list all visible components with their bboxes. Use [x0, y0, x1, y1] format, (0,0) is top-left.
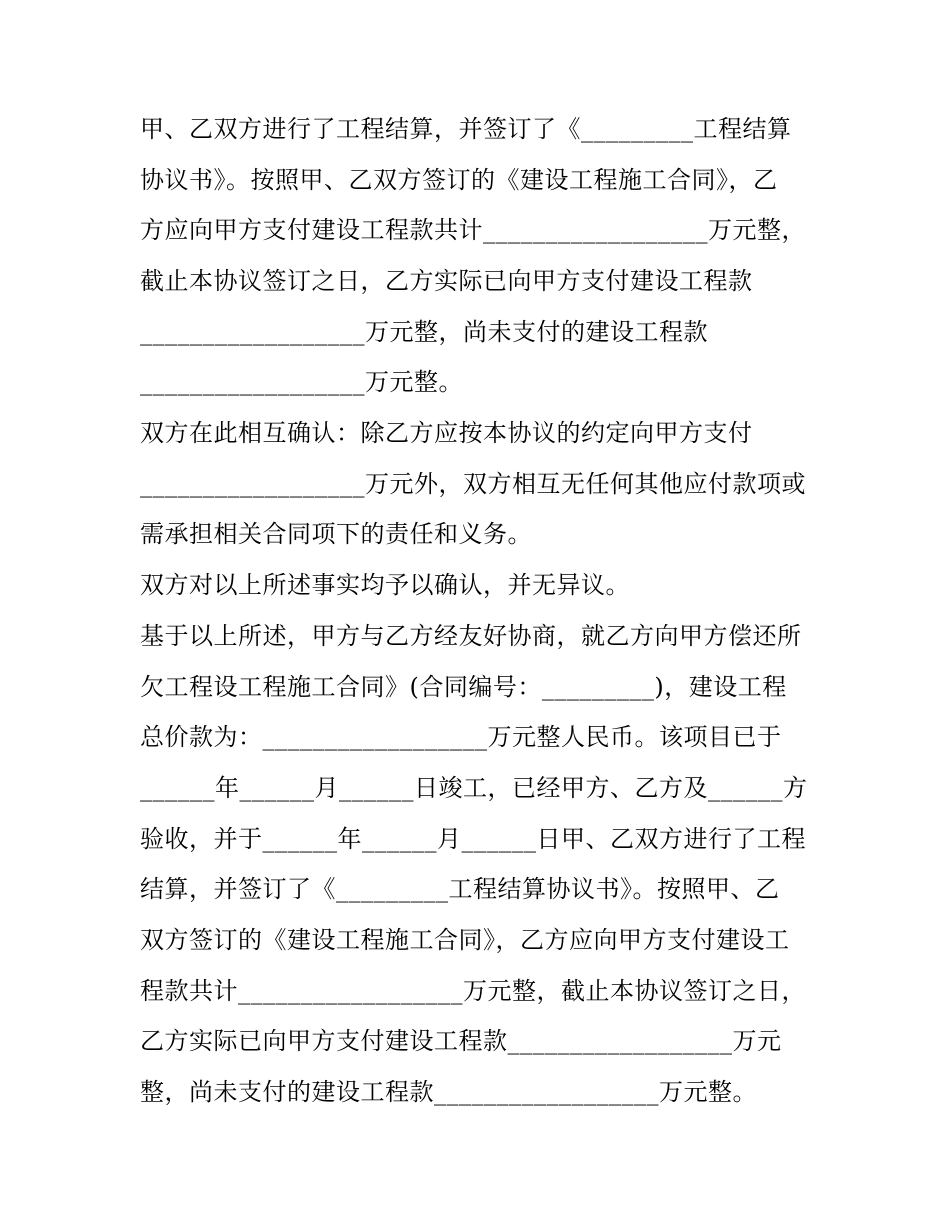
text-line: 截止本协议签订之日，乙方实际已向甲方支付建设工程款	[140, 267, 753, 295]
text-line: __________________万元整。	[140, 368, 463, 396]
text-line: 欠工程设工程施工合同》(合同编号：_________)，建设工程	[140, 673, 787, 701]
text-line: ______年______月______日竣工，已经甲方、乙方及______方	[140, 774, 808, 802]
text-line: 协议书》。按照甲、乙双方签订的《建设工程施工合同》，乙	[140, 166, 778, 194]
text-line: 整，尚未支付的建设工程款__________________万元整。	[140, 1078, 757, 1106]
text-line: 双方在此相互确认：除乙方应按本协议的约定向甲方支付	[140, 419, 753, 447]
text-line: __________________万元整，尚未支付的建设工程款	[140, 318, 708, 346]
text-line: 验收，并于______年______月______日甲、乙双方进行了工程	[140, 825, 806, 853]
text-line: 双方签订的《建设工程施工合同》，乙方应向甲方支付建设工	[140, 926, 790, 954]
text-line: 双方对以上所述事实均予以确认，并无异议。	[140, 571, 630, 599]
text-line: 基于以上所述，甲方与乙方经友好协商，就乙方向甲方偿还所	[140, 622, 802, 650]
text-line: __________________万元外，双方相互无任何其他应付款项或	[140, 470, 806, 498]
text-line: 甲、乙双方进行了工程结算，并签订了《_________工程结算	[140, 115, 792, 143]
text-line: 程款共计__________________万元整，截止本协议签订之日，	[140, 977, 806, 1005]
text-line: 总价款为：__________________万元整人民币。该项目已于	[140, 723, 782, 751]
text-line: 需承担相关合同项下的责任和义务。	[140, 520, 532, 548]
text-line: 结算，并签订了《_________工程结算协议书》。按照甲、乙	[140, 875, 780, 903]
text-line: 方应向甲方支付建设工程款共计__________________万元整，	[140, 216, 806, 244]
text-line: 乙方实际已向甲方支付建设工程款__________________万元	[140, 1027, 782, 1055]
